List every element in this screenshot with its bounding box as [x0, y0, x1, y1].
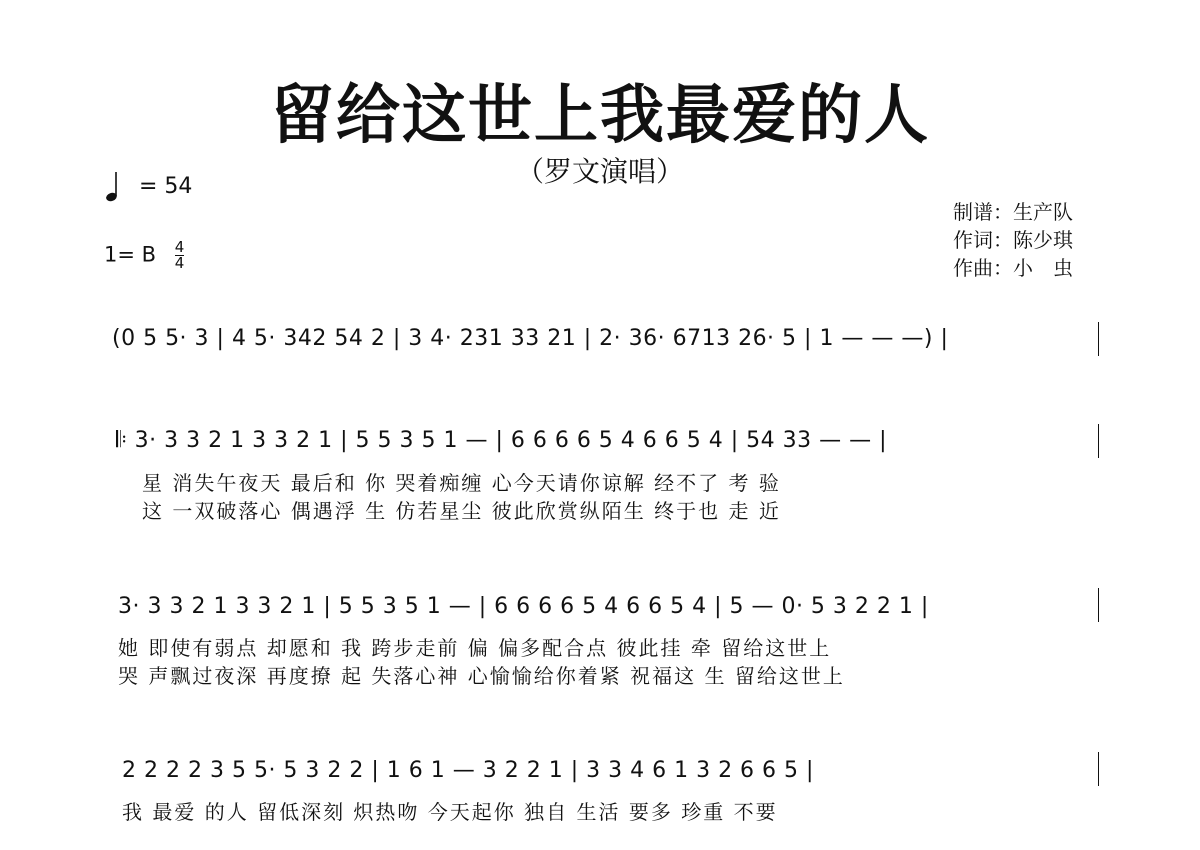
system-3-end-barline — [1098, 588, 1099, 622]
singer-subtitle: （罗文演唱） — [515, 155, 684, 188]
system-4-end-barline — [1098, 752, 1099, 786]
time-signature — [175, 240, 185, 271]
score-system-4-lyrics-verse1: 我 最爱 的人 留低深刻 炽热吻 今天起你 独自 生活 要多 珍重 不要 — [122, 800, 778, 824]
score-system-3-notes: 3· 3 3 2 1 3 3 2 1 | 5 5 3 5 1 — | 6 6 6 6 5 4 6 6 5 4 | 5 — 0· 5 3 2 2 1 | — [118, 594, 929, 619]
tempo-value: = 54 — [139, 174, 193, 199]
score-system-2-lyrics-verse1: 星 消失午夜天 最后和 你 哭着痴缠 心今天请你谅解 经不了 考 验 — [142, 471, 781, 495]
score-system-3-lyrics-verse1: 她 即使有弱点 却愿和 我 跨步走前 偏 偏多配合点 彼此挂 牵 留给这世上 — [118, 636, 832, 660]
score-system-2-lyrics-verse2: 这 一双破落心 偶遇浮 生 仿若星尘 彼此欣赏纵陌生 终于也 走 近 — [142, 499, 781, 523]
credits-block — [953, 198, 1073, 282]
key-label: 1= B — [104, 242, 157, 267]
score-system-3-lyrics-verse2: 哭 声飘过夜深 再度撩 起 失落心神 心愉愉给你着紧 祝福这 生 留给这世上 — [118, 664, 845, 688]
score-system-4-notes: 2 2 2 2 3 5 5· 5 3 2 2 | 1 6 1 — 3 2 2 1 | 3 3 4 6 1 3 2 6 6 5 | — [122, 758, 814, 783]
credit-composer: 作曲：小 虫 — [953, 256, 1073, 280]
system-2-end-barline — [1098, 424, 1099, 458]
song-title: 留给这世上我最爱的人 — [270, 79, 930, 153]
quarter-note-icon — [104, 170, 120, 204]
credit-lyricist: 作词：陈少琪 — [953, 228, 1073, 252]
credit-transcriber: 制谱：生产队 — [953, 200, 1073, 224]
time-signature-bottom: 4 — [174, 254, 185, 272]
score-system-1-notes: (0 5 5· 3 | 4 5· 342 54 2 | 3 4· 231 33 21 | 2· 36· 6713 26· 5 | 1 — — —) | — [112, 326, 949, 351]
score-system-2-notes: 𝄆 3· 3 3 2 1 3 3 2 1 | 5 5 3 5 1 — | 6 6 6 6 5 4 6 6 5 4 | 54 33 — — | — [116, 428, 888, 453]
system-1-end-barline — [1098, 322, 1099, 356]
key-signature — [104, 240, 184, 271]
tempo-marking — [104, 170, 192, 204]
time-signature-top: 4 — [174, 238, 185, 256]
